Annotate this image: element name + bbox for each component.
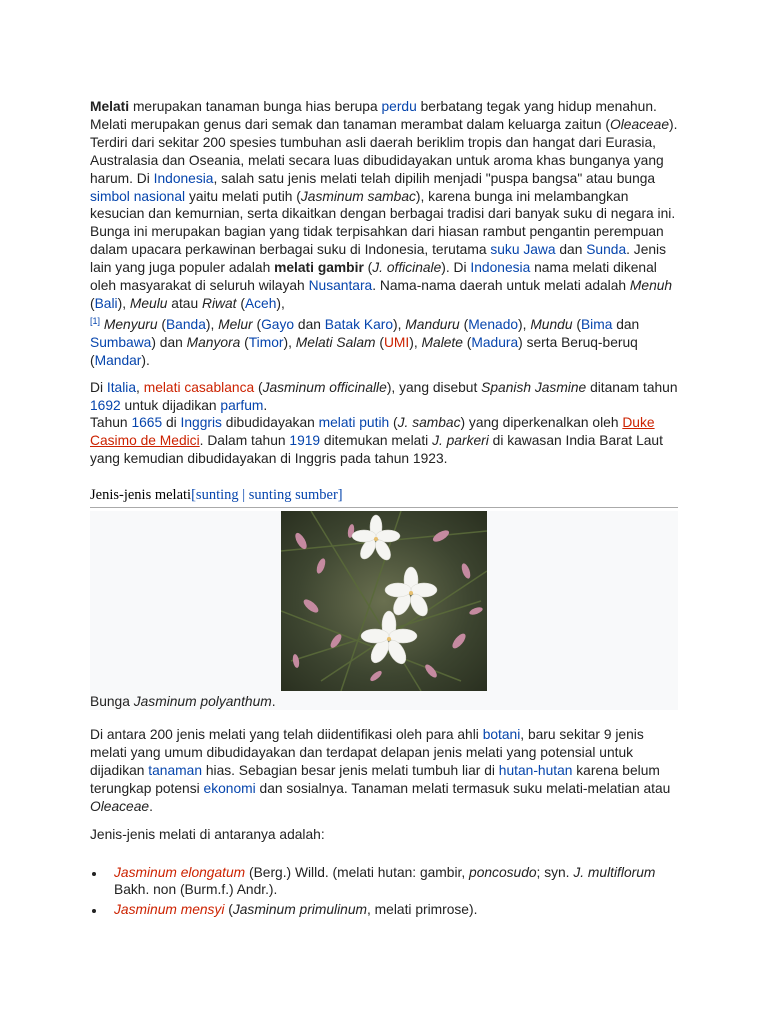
- link-gayo[interactable]: Gayo: [261, 316, 295, 332]
- text: ),: [205, 316, 219, 332]
- link-nusantara[interactable]: Nusantara: [308, 278, 373, 294]
- link-mandar[interactable]: Mandar: [94, 352, 142, 368]
- bold-text: melati gambir: [274, 260, 364, 276]
- link-1665[interactable]: 1665: [131, 415, 163, 431]
- italic-text: poncosudo: [469, 864, 537, 880]
- text: (: [157, 316, 166, 332]
- italic-text: Jasminum polyanthum: [133, 694, 272, 710]
- italic-text: J. multiflorum: [573, 864, 656, 880]
- article-title: Melati: [90, 99, 130, 114]
- list-item: [90, 901, 678, 919]
- italic-text: Spanish Jasmine: [481, 379, 587, 395]
- text: ),: [518, 316, 531, 332]
- text: dan: [294, 316, 325, 332]
- text: .: [263, 397, 268, 413]
- link-italia[interactable]: Italia: [106, 379, 137, 395]
- text: . Dalam tahun: [199, 433, 290, 449]
- text: (: [224, 902, 233, 918]
- text: (: [90, 295, 95, 311]
- link-parfum[interactable]: parfum: [220, 397, 264, 413]
- link-madura[interactable]: Madura: [471, 334, 519, 350]
- text: berbatang tegak yang hidup menahun. Melati merupakan genus dari semak dan tanaman merambat dalam keluarga zaitun (: [90, 99, 657, 132]
- text: (: [236, 295, 245, 311]
- text: Di: [90, 379, 107, 395]
- link-jasminum-mensyi[interactable]: [114, 902, 224, 917]
- edit-bracket: [: [191, 487, 196, 504]
- italic-text: Menyuru: [100, 316, 158, 332]
- link-botani[interactable]: botani: [482, 727, 521, 743]
- text: (: [462, 334, 472, 350]
- section-title: Jenis-jenis melati: [90, 487, 192, 504]
- text: ),: [409, 334, 422, 350]
- text: ditanam tahun: [586, 379, 678, 395]
- italic-text: J. officinale: [372, 260, 442, 276]
- text: (: [375, 334, 384, 350]
- edit-bracket: ]: [337, 487, 343, 504]
- text: Tahun: [90, 415, 132, 431]
- text: dan: [555, 242, 587, 258]
- italic-text: Malete: [421, 334, 463, 350]
- italic-text: Manduru: [405, 316, 460, 332]
- link-melati-putih[interactable]: melati putih: [318, 415, 390, 431]
- link-bima[interactable]: Bima: [580, 316, 613, 332]
- link-indonesia[interactable]: Indonesia: [153, 170, 214, 186]
- link-sunda[interactable]: Sunda: [586, 242, 627, 258]
- text: ) serta Beruq-beruq (: [90, 334, 638, 368]
- link-melati-casablanca[interactable]: melati casablanca: [143, 379, 255, 395]
- link-timor[interactable]: Timor: [248, 334, 284, 350]
- italic-text: Mundu: [530, 316, 573, 332]
- text: ),: [283, 334, 296, 350]
- link-sumbawa[interactable]: Sumbawa: [90, 334, 152, 350]
- text: karena belum terungkap potensi: [90, 762, 660, 796]
- text: ; syn.: [536, 864, 574, 880]
- edit-link[interactable]: sunting: [195, 487, 239, 504]
- link-perdu[interactable]: perdu: [381, 99, 417, 114]
- text: ), karena bunga ini melambangkan kesucian dan kemurnian, serta dikaitkan dengan berbagai tradisi dari banyak suku di negara ini. Bunga ini merupakan bagian yang tidak terpisahkan dari hiasan rambut pengantin perempuan dalam upacara perkawinan berbagai suku di Indonesia, terutama: [90, 188, 676, 258]
- text: , baru sekitar 9 jenis melati yang umum dibudidayakan dan terdapat delapan jenis melati yang potensial untuk dijadikan: [90, 727, 644, 778]
- text: (: [240, 334, 249, 350]
- text: yaitu melati putih (: [185, 188, 301, 204]
- text: Bunga: [90, 694, 134, 710]
- italic-text: Jasminum primulinum: [232, 902, 368, 918]
- link-ekonomi[interactable]: ekonomi: [203, 780, 256, 796]
- link-umi[interactable]: UMI: [383, 334, 410, 350]
- text: dan sosialnya. Tanaman melati termasuk suku melati-melatian atau: [255, 780, 671, 796]
- text: , melati primrose).: [367, 902, 478, 918]
- link-indonesia-2[interactable]: Indonesia: [470, 260, 531, 276]
- text: (: [459, 316, 469, 332]
- link-aceh[interactable]: Aceh: [244, 295, 277, 311]
- italic-text: Jasminum sambac: [300, 188, 416, 204]
- text: . Nama-nama daerah untuk melati adalah: [372, 278, 630, 294]
- link-suku-jawa[interactable]: suku Jawa: [490, 242, 556, 258]
- species-paragraph: [90, 726, 678, 816]
- article-body: [90, 98, 678, 921]
- italic-text: Melur: [218, 316, 253, 332]
- italic-text: Meulu: [129, 295, 168, 311]
- edit-separator: |: [238, 487, 249, 504]
- link-hutan-hutan[interactable]: hutan-hutan: [498, 762, 573, 778]
- link-duke-casimo[interactable]: Duke Casimo de Medici: [90, 415, 655, 449]
- text: (: [572, 316, 581, 332]
- text: ditemukan melati: [320, 433, 433, 449]
- footnote-ref[interactable]: [1]: [90, 315, 101, 326]
- link-jasminum-elongatum[interactable]: [114, 865, 245, 880]
- link-1919[interactable]: 1919: [289, 433, 321, 449]
- text: Bakh. non (Burm.f.) Andr.).: [114, 882, 278, 898]
- text: ,: [136, 379, 144, 395]
- italic-text: Oleaceae: [90, 798, 150, 814]
- text: atau: [167, 295, 202, 311]
- italic-text: Oleaceae: [609, 116, 670, 132]
- species-name: Jasminum mensyi: [114, 902, 225, 918]
- text: (: [363, 260, 373, 276]
- text: ). Terdiri dari sekitar 200 spesies tumbuhan asli daerah beriklim tropis dan hangat dari Eurasia, Australasia dan Oseania, melati secara luas dibudidayakan untuk aroma khas bunganya yang harum. Di: [90, 116, 678, 186]
- text: merupakan tanaman bunga hias berupa: [129, 99, 382, 114]
- link-1692[interactable]: 1692: [90, 397, 121, 413]
- text: .: [271, 694, 276, 710]
- text: , salah satu jenis melati telah dipilih menjadi "puspa bangsa" atau bunga: [213, 170, 656, 186]
- text: ),: [393, 316, 406, 332]
- text: nama melati dikenal oleh masyarakat di seluruh wilayah: [90, 260, 657, 294]
- text: dibudidayakan: [221, 415, 319, 431]
- text: ), yang disebut: [386, 379, 482, 395]
- text: dan: [612, 316, 640, 332]
- text: di: [162, 415, 181, 431]
- history-paragraph: [90, 379, 678, 469]
- italic-text: Menuh: [629, 278, 673, 294]
- jasmine-photo[interactable]: [281, 511, 487, 691]
- text: (: [389, 415, 398, 431]
- link-simbol-nasional[interactable]: simbol nasional: [90, 188, 186, 204]
- italic-text: J. parkeri: [432, 433, 489, 449]
- text: ),: [117, 295, 130, 311]
- text: (: [254, 379, 263, 395]
- text: ). Di: [441, 260, 471, 276]
- link-banda[interactable]: Banda: [165, 316, 206, 332]
- text: Di antara 200 jenis melati yang telah diidentifikasi oleh para ahli: [90, 727, 483, 743]
- italic-text: Riwat: [202, 295, 237, 311]
- species-name: Jasminum elongatum: [114, 864, 246, 880]
- text: untuk dijadikan: [120, 397, 221, 413]
- figure-box: [90, 511, 678, 710]
- text: ),: [276, 295, 285, 311]
- text: (Berg.) Willd. (melati hutan: gambir,: [245, 864, 470, 880]
- italic-text: Melati Salam: [295, 334, 376, 350]
- section-heading: [90, 487, 678, 508]
- text: (: [252, 316, 262, 332]
- link-menado[interactable]: Menado: [468, 316, 519, 332]
- link-batak-karo[interactable]: Batak Karo: [324, 316, 394, 332]
- intro-paragraph: [90, 98, 678, 370]
- link-inggris[interactable]: Inggris: [180, 415, 222, 431]
- edit-source-link[interactable]: sunting sumber: [248, 487, 338, 504]
- link-tanaman[interactable]: tanaman: [148, 762, 202, 778]
- italic-text: Manyora: [186, 334, 241, 350]
- text: . Jenis lain yang juga populer adalah: [90, 242, 667, 276]
- list-intro: Jenis-jenis melati di antaranya adalah:: [90, 826, 325, 842]
- text: ).: [141, 352, 150, 368]
- link-bali[interactable]: Bali: [94, 295, 118, 311]
- list-item: [90, 864, 678, 900]
- figure-caption: [90, 694, 276, 709]
- species-list: [90, 864, 678, 920]
- italic-text: J. sambac: [397, 415, 461, 431]
- text: hias. Sebagian besar jenis melati tumbuh liar di: [202, 762, 499, 778]
- italic-text: Jasminum officinalle: [262, 379, 387, 395]
- text: .: [149, 798, 153, 814]
- text: ) yang diperkenalkan oleh: [460, 415, 623, 431]
- text: di kawasan India Barat Laut yang kemudian dibudidayakan di Inggris pada tahun 1923.: [90, 433, 663, 467]
- text: ) dan: [151, 334, 187, 350]
